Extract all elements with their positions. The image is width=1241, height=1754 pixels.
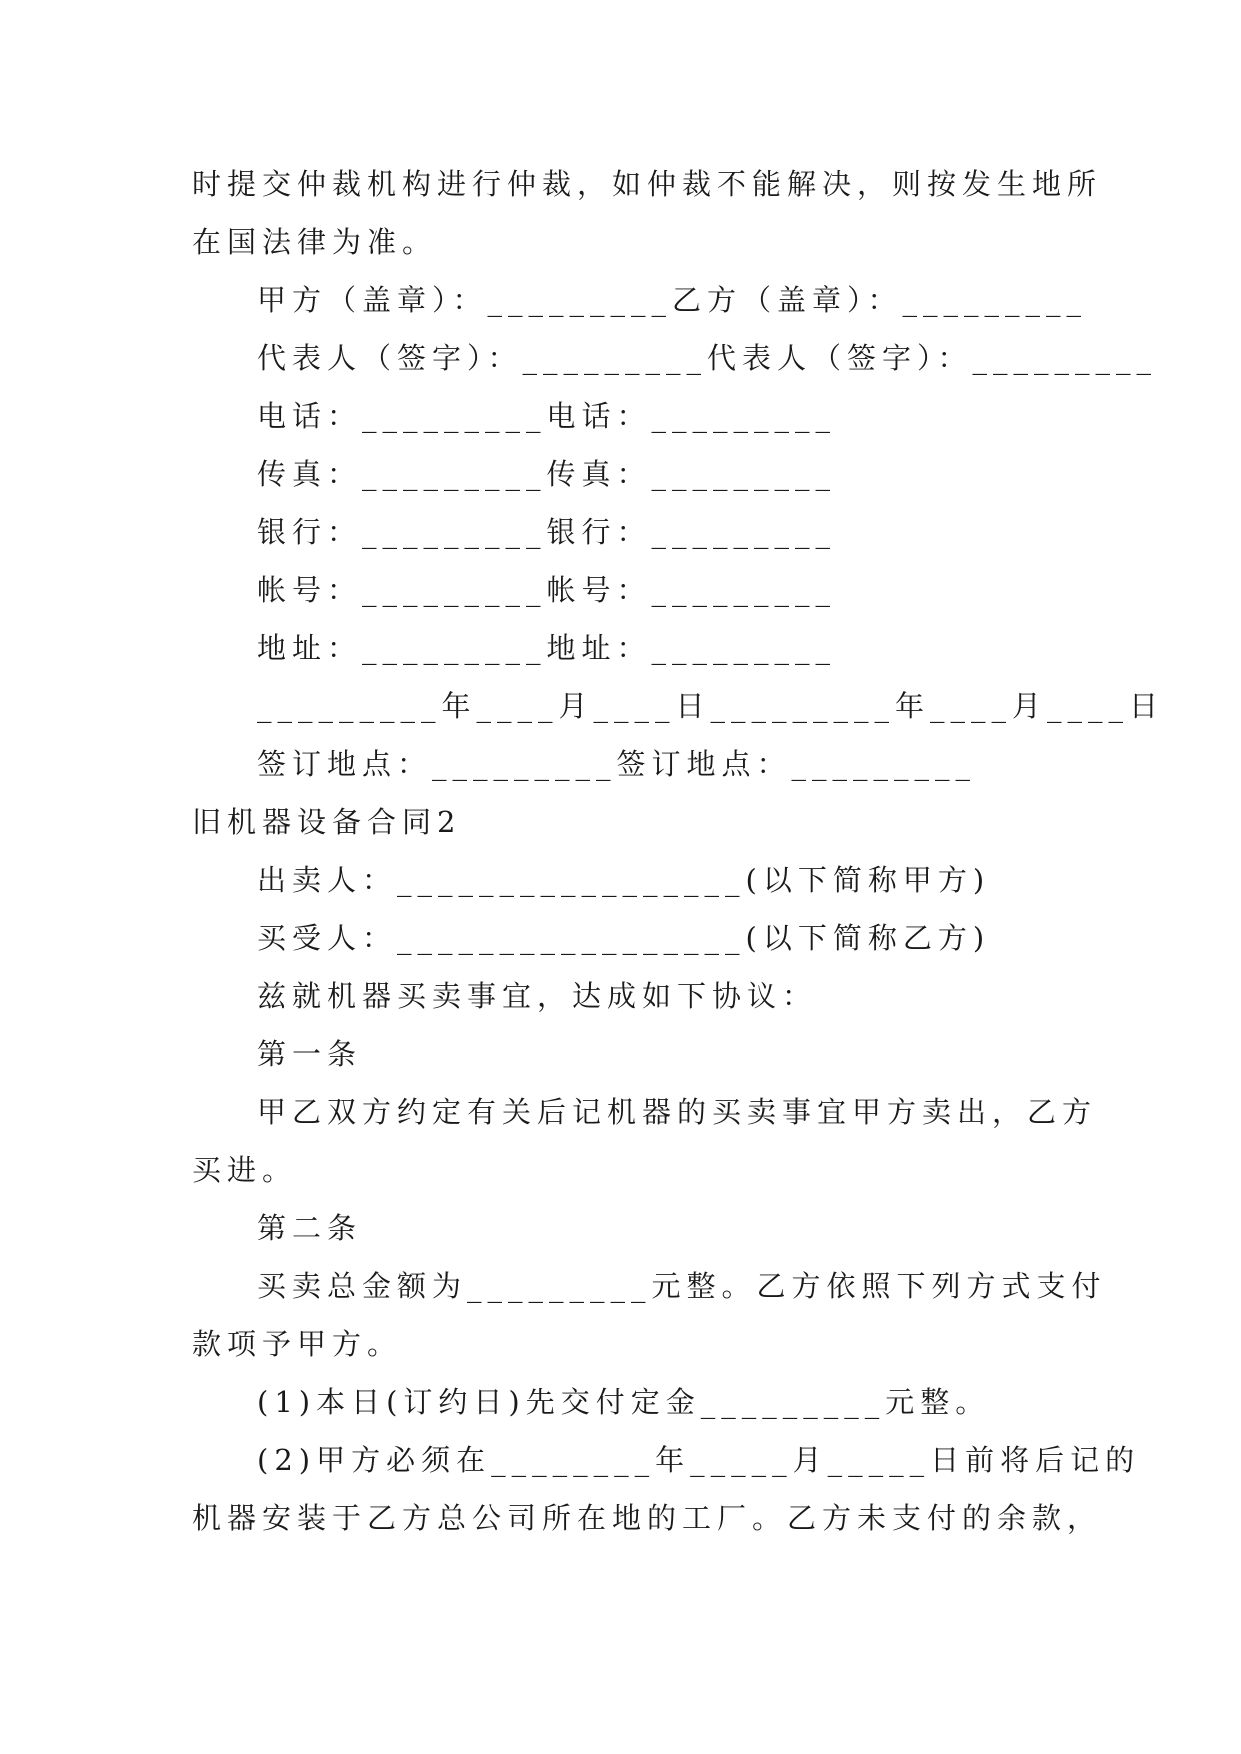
text-line: 兹就机器买卖事宜，达成如下协议： bbox=[257, 979, 818, 1013]
text-line: 买进。 bbox=[192, 1153, 298, 1187]
field-line-address: 地址：_________地址：_________ bbox=[257, 631, 837, 665]
field-line-seller: 出卖人：_________________(以下简称甲方) bbox=[257, 863, 991, 897]
text-line: 款项予甲方。 bbox=[192, 1327, 403, 1361]
contract-title: 旧机器设备合同2 bbox=[192, 805, 462, 839]
text-line: 机器安装于乙方总公司所在地的工厂。乙方未支付的余款， bbox=[192, 1501, 1103, 1535]
signature-line-representative: 代表人（签字）：_________代表人（签字）：_________ bbox=[257, 341, 1158, 375]
text-line: 买卖总金额为_________元整。乙方依照下列方式支付 bbox=[257, 1269, 1107, 1303]
field-line-date: _________年____月____日_________年____月____日 bbox=[257, 689, 1165, 723]
text-line: 时提交仲裁机构进行仲裁，如仲裁不能解决，则按发生地所 bbox=[192, 167, 1103, 201]
article-heading: 第一条 bbox=[257, 1037, 363, 1071]
field-line-bank: 银行：_________银行：_________ bbox=[257, 515, 837, 549]
article-heading: 第二条 bbox=[257, 1211, 363, 1245]
field-line-buyer: 买受人：_________________(以下简称乙方) bbox=[257, 921, 991, 955]
text-line: (2)甲方必须在________年_____月_____日前将后记的 bbox=[257, 1443, 1141, 1477]
text-line: (1)本日(订约日)先交付定金_________元整。 bbox=[257, 1385, 991, 1419]
field-line-phone: 电话：_________电话：_________ bbox=[257, 399, 837, 433]
text-line: 甲乙双方约定有关后记机器的买卖事宜甲方卖出，乙方 bbox=[257, 1095, 1098, 1129]
signature-line-seal: 甲方（盖章）：_________乙方（盖章）：_________ bbox=[257, 283, 1088, 317]
field-line-fax: 传真：_________传真：_________ bbox=[257, 457, 837, 491]
field-line-account: 帐号：_________帐号：_________ bbox=[257, 573, 837, 607]
field-line-signing-place: 签订地点：_________签订地点：_________ bbox=[257, 747, 977, 781]
text-line: 在国法律为准。 bbox=[192, 225, 438, 259]
